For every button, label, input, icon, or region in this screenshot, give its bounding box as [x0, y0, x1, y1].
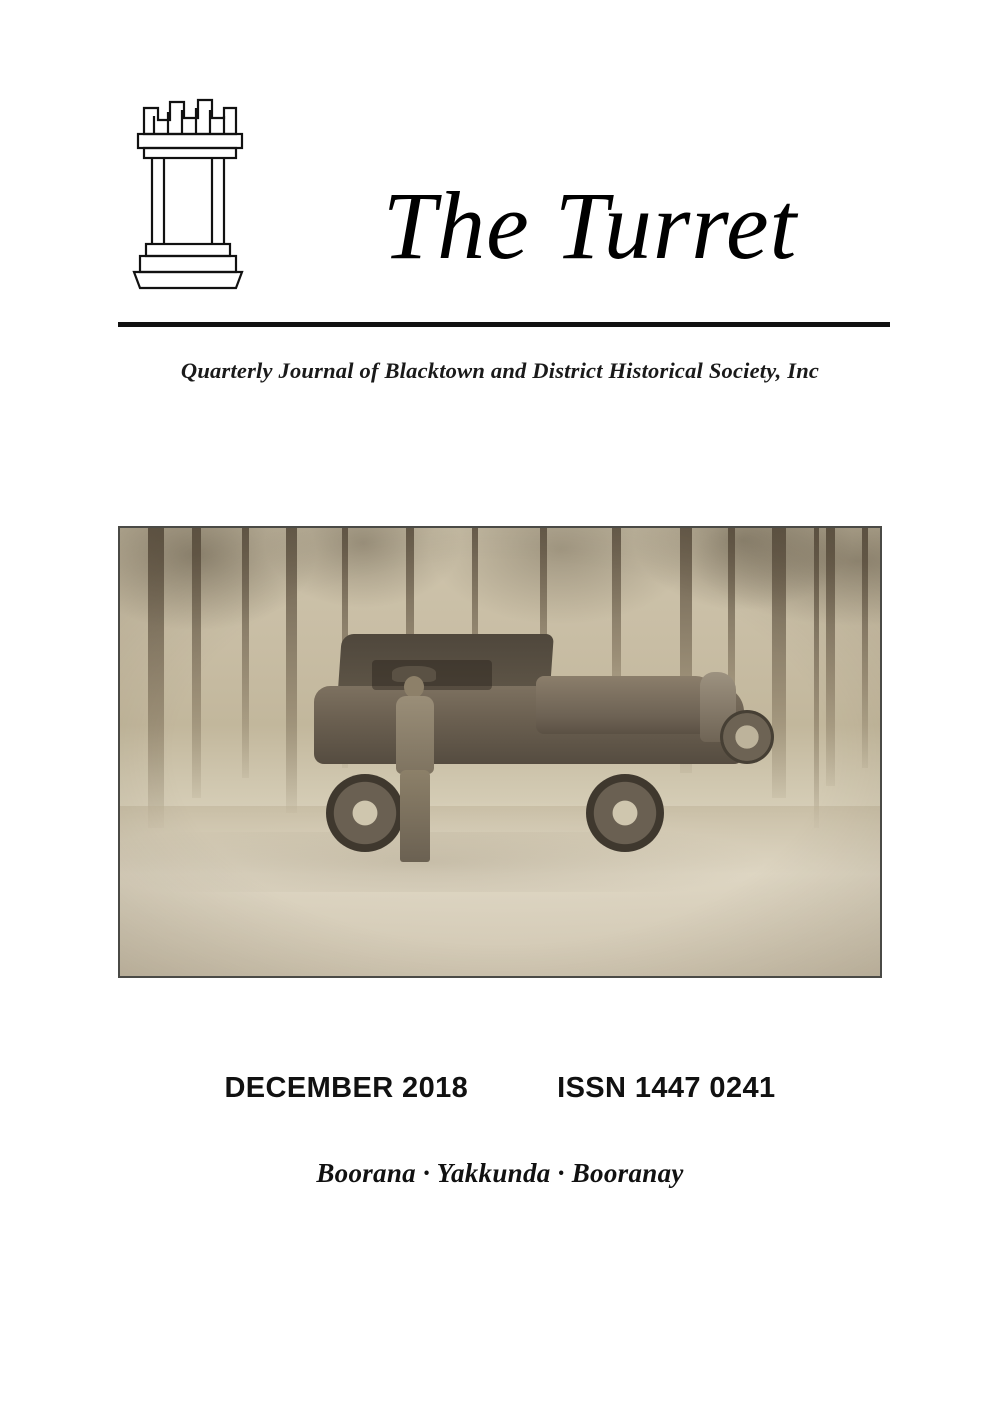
- cover-photo: [118, 526, 882, 978]
- journal-subtitle: Quarterly Journal of Blacktown and District Historical Society, Inc: [180, 358, 820, 383]
- photograph-icon: [120, 528, 880, 976]
- header-divider: [118, 322, 890, 327]
- issue-line: [100, 1072, 900, 1105]
- masthead: [0, 78, 1000, 318]
- indigenous-names: Boorana · Yakkunda · Booranay: [316, 1158, 684, 1188]
- photo-vignette: [120, 528, 880, 976]
- turret-tower-icon: [128, 88, 248, 298]
- issn-number: ISSN 1447 0241: [557, 1072, 776, 1104]
- issue-date: DECEMBER 2018: [224, 1072, 469, 1104]
- page-title: The Turret: [382, 172, 798, 279]
